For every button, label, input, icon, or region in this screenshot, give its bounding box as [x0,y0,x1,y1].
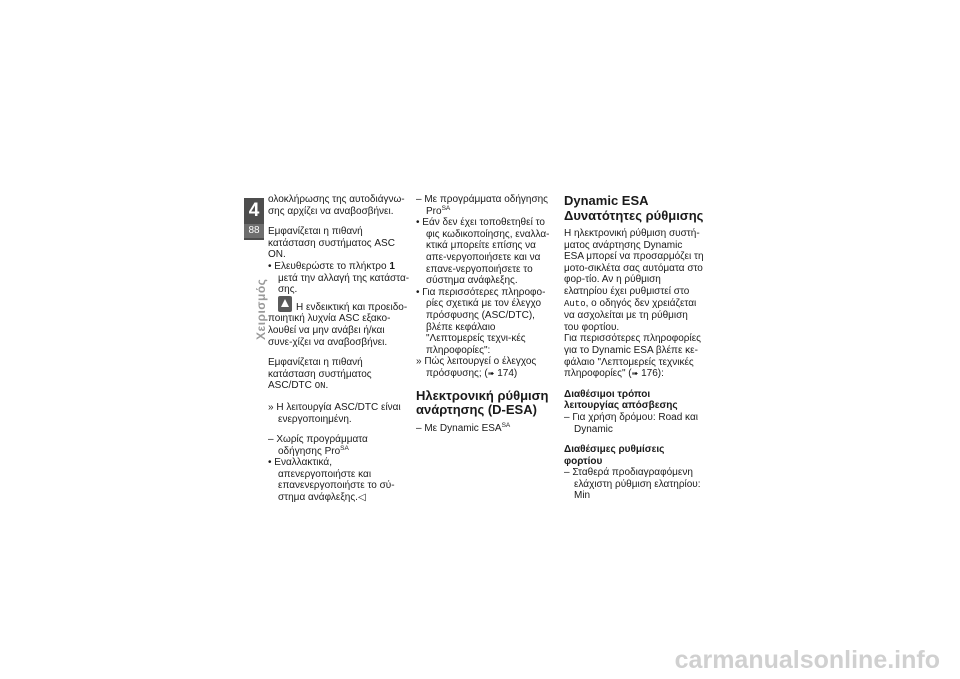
bullet-item: • Για περισσότερες πληροφο-ρίες σχετικά με τον έλεγχο πρόσφυσης (ASC/DTC), βλέπε κεφάλαιο "Λεπτομερείς τεχνι-κές πληροφορίες": [416,286,546,356]
page-ref-arrow-icon: ➠ [487,368,495,378]
dash-item: – Σταθερά προδιαγραφόμενη ελάχιστη ρύθμιση ελατηρίου: Min [564,467,701,502]
mode-code: Auto [564,298,586,309]
page-number: 88 [244,224,264,238]
bullet-item: • Εάν δεν έχει τοποθετηθεί το φις κωδικοποίησης, εναλλα-κτικά μπορείτε επίσης να απε-νεργοποιήσετε και να επανε-νεργοποιήσετε το σύστημα ανάφλεξης. [416,217,550,287]
paragraph: Η ηλεκτρονική ρύθμιση συστή-ματος ανάρτησης Dynamic ESA μπορεί να προσαρμόζει τη μοτο-σικλέτα σας αυτόματα στο φορ-τίο. Αν η ρύθμιση ελατηρίου έχει ρυθμιστεί στο Auto, ο οδηγός δεν χρειάζεται να ασχολείται με τη ρύθμιση του φορτίου. [564,228,704,333]
watermark: carmanualsonline.info [674,646,940,674]
paragraph: Εμφανίζεται η πιθανή κατάσταση συστήματος ASC/DTC ON. [268,357,372,392]
column-3 [564,194,704,502]
bullet-item: • Εναλλακτικά, απενεργοποιήστε και επανενεργοποιήστε το σύ-στημα ανάφλεξης.◁ [268,457,395,504]
dash-item: – Με προγράμματα οδήγησης Pro$^{SA}$ [416,194,549,217]
chapter-tab [244,198,264,240]
column-2 [416,194,554,434]
dash-item: – Για χρήση δρόμου: Road και Dynamic [564,411,698,435]
warning-icon [278,296,292,312]
subheading: Διαθέσιμοι τρόποι λειτουργίας απόσβεσης [564,388,678,412]
result-item: » Η λειτουργία ASC/DTC είναι ενεργοποιημένη. [268,401,401,425]
dash-item: – Με Dynamic $ESA^{SA}$ [416,421,511,434]
page-ref-arrow-icon: ➠ [631,369,639,379]
paragraph: Εμφανίζεται η πιθανή κατάσταση συστήματος ASC ON. [268,226,395,261]
subheading: Διαθέσιμες ρυθμίσεις φορτίου [564,444,665,467]
paragraph: Για περισσότερες πληροφορίες για το Dynamic ESA βλέπε κε-φάλαιο "Λεπτομερείς τεχνικές πληροφορίες" (➠ 176): [564,333,701,380]
chapter-title: Χειρισμός [254,278,268,340]
status-code: ON [314,381,326,392]
section-heading: Ηλεκτρονική ρύθμιση ανάρτησης (D-ESA) [416,387,549,417]
warning-paragraph: Η ενδεικτική και προειδο-ποιητική λυχνία ASC εξακο-λουθεί να μην ανάβει ή/και συνε-χίζει να αναβοσβήνει. [268,296,410,348]
section-heading: Dynamic ESA Δυνατότητες ρύθμισης [564,193,704,223]
dash-item: – Χωρίς προγράμματα οδήγησης Pro$^{SA}$ [268,434,368,457]
result-item: » Πώς λειτουργεί ο έλεγχος πρόσφυσης; (➠ 174) [416,356,537,379]
column-1 [268,194,410,504]
key-reference: 1 [389,260,395,272]
end-mark: ◁ [357,492,366,504]
chapter-number: 4 [248,200,260,221]
paragraph: ολοκλήρωσης της αυτοδιάγνω-σης αρχίζει να αναβοσβήνει. [268,194,405,217]
bullet-item: • Ελευθερώστε το πλήκτρο 1 μετά την αλλαγή της κατάστα-σης. [268,260,410,296]
